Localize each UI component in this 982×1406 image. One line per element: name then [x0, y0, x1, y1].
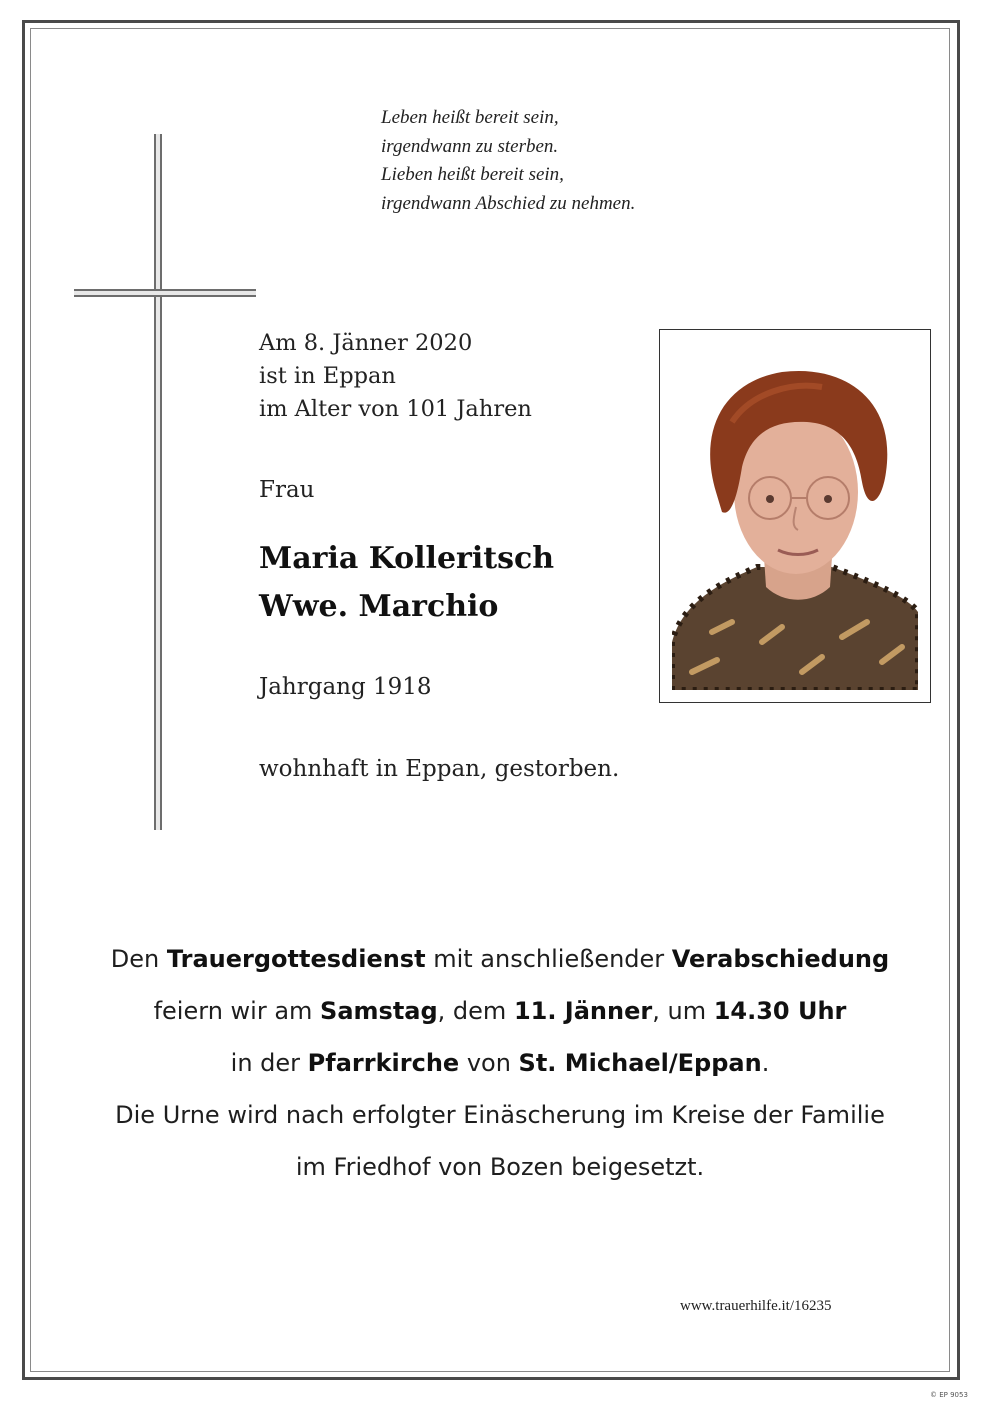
service-text: .	[761, 1049, 770, 1077]
quote-line: irgendwann zu sterben.	[381, 135, 559, 157]
service-type: Trauergottesdienst	[166, 945, 426, 973]
salutation: Frau	[259, 477, 315, 503]
cross-icon-horizontal-bar	[74, 289, 256, 297]
quote-line: irgendwann Abschied zu nehmen.	[381, 192, 636, 214]
farewell-type: Verabschiedung	[671, 945, 890, 973]
announcement-line: ist in Eppan	[259, 363, 396, 389]
quote-line: Lieben heißt bereit sein,	[381, 164, 564, 185]
announcement-line: Am 8. Jänner 2020	[259, 330, 473, 356]
funeral-service-details	[40, 933, 960, 1193]
portrait-photo	[672, 342, 918, 690]
service-text: feiern wir am	[153, 997, 321, 1025]
service-line	[40, 933, 960, 985]
name-line-first: Maria Kolleritsch	[259, 541, 555, 576]
memorial-quote	[381, 104, 635, 218]
portrait-frame	[659, 329, 931, 703]
service-text: von	[459, 1049, 519, 1077]
birth-year: Jahrgang 1918	[259, 674, 432, 700]
service-line	[40, 985, 960, 1037]
quote-line: Leben heißt bereit sein,	[381, 107, 559, 128]
service-date: 11. Jänner	[513, 997, 653, 1025]
service-church: Pfarrkirche	[307, 1049, 460, 1077]
service-text: , um	[652, 997, 714, 1025]
service-text: , dem	[437, 997, 514, 1025]
deceased-name	[259, 535, 554, 631]
service-line	[40, 1037, 960, 1089]
cross-icon-vertical-bar	[154, 134, 162, 830]
name-line-second: Wwe. Marchio	[259, 589, 499, 624]
print-code: © EP 9053	[930, 1391, 968, 1399]
death-announcement	[259, 327, 532, 426]
service-time: 14.30 Uhr	[713, 997, 847, 1025]
service-weekday: Samstag	[320, 997, 438, 1025]
service-text: mit anschließender	[425, 945, 672, 973]
service-location: St. Michael/Eppan	[518, 1049, 762, 1077]
announcement-line: im Alter von 101 Jahren	[259, 396, 532, 422]
website-link[interactable]: www.trauerhilfe.it/16235	[680, 1298, 832, 1314]
residence-line: wohnhaft in Eppan, gestorben.	[259, 756, 620, 782]
burial-line: im Friedhof von Bozen beigesetzt.	[295, 1153, 705, 1181]
service-text: Den	[110, 945, 167, 973]
service-text: in der	[230, 1049, 308, 1077]
portrait-image	[672, 342, 918, 690]
burial-line: Die Urne wird nach erfolgter Einäscherung im Kreise der Familie	[115, 1101, 885, 1129]
